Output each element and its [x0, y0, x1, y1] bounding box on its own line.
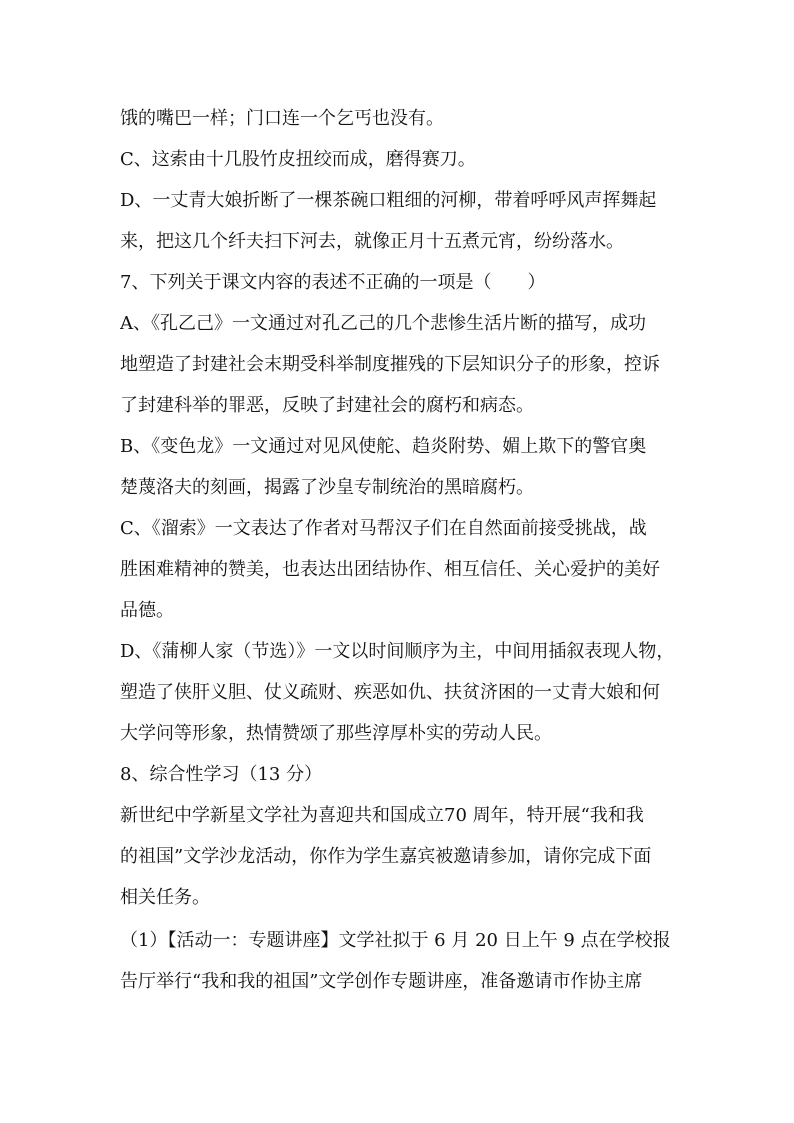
- option-d-line-2: 塑造了侠肝义胆、仗义疏财、疾恶如仇、扶贫济困的一丈青大娘和何: [120, 682, 660, 703]
- option-a-line-3: 了封建科举的罪恶，反映了封建社会的腐朽和病态。: [120, 395, 534, 416]
- question-8-intro-line-1: 新世纪中学新星文学社为喜迎共和国成立70 周年，特开展“我和我: [120, 805, 644, 826]
- option-a-line-1: A、《孔乙己》一文通过对孔乙己的几个悲惨生活片断的描写，成功: [120, 313, 646, 334]
- question-7-stem: 7、下列关于课文内容的表述不正确的一项是（ ）: [120, 272, 546, 293]
- text-line-1: 饿的嘴巴一样；门口连一个乞丐也没有。: [120, 108, 444, 129]
- option-c-line-2: 胜困难精神的赞美，也表达出团结协作、相互信任、关心爱护的美好: [120, 559, 660, 580]
- question-8-intro-line-2: 的祖国”文学沙龙活动，你作为学生嘉宾被邀请参加，请你完成下面: [120, 846, 652, 867]
- option-d-line-3: 大学问等形象，热情赞颂了那些淳厚朴实的劳动人民。: [120, 723, 552, 744]
- question-8-heading: 8、综合性学习（13 分）: [120, 764, 323, 785]
- option-a-line-2: 地塑造了封建社会末期受科举制度摧残的下层知识分子的形象，控诉: [120, 354, 660, 375]
- option-b-line-1: B、《变色龙》一文通过对见风使舵、趋炎附势、媚上欺下的警官奥: [120, 436, 647, 457]
- activity-1-line-2: 告厅举行“我和我的祖国”文学创作专题讲座，准备邀请市作协主席: [120, 971, 643, 992]
- question-8-intro-line-3: 相关任务。: [120, 887, 210, 908]
- option-c-line-3: 品德。: [120, 600, 174, 621]
- text-line-3: D、一丈青大娘折断了一棵茶碗口粗细的河柳，带着呼呼风声挥舞起: [120, 190, 657, 211]
- option-b-line-2: 楚蔑洛夫的刻画，揭露了沙皇专制统治的黑暗腐朽。: [120, 477, 534, 498]
- activity-1-line-1: （1）【活动一：专题讲座】文学社拟于 6 月 20 日上午 9 点在学校报: [120, 930, 671, 951]
- option-c-line-1: C、《溜索》一文表达了作者对马帮汉子们在自然面前接受挑战，战: [120, 518, 647, 539]
- option-d-line-1: D、《蒲柳人家（节选）》一文以时间顺序为主，中间用插叙表现人物，: [120, 641, 675, 662]
- text-line-4: 来，把这几个纤夫扫下河去，就像正月十五煮元宵，纷纷落水。: [120, 231, 624, 252]
- text-line-2: C、这索由十几股竹皮扭绞而成，磨得赛刀。: [120, 149, 476, 170]
